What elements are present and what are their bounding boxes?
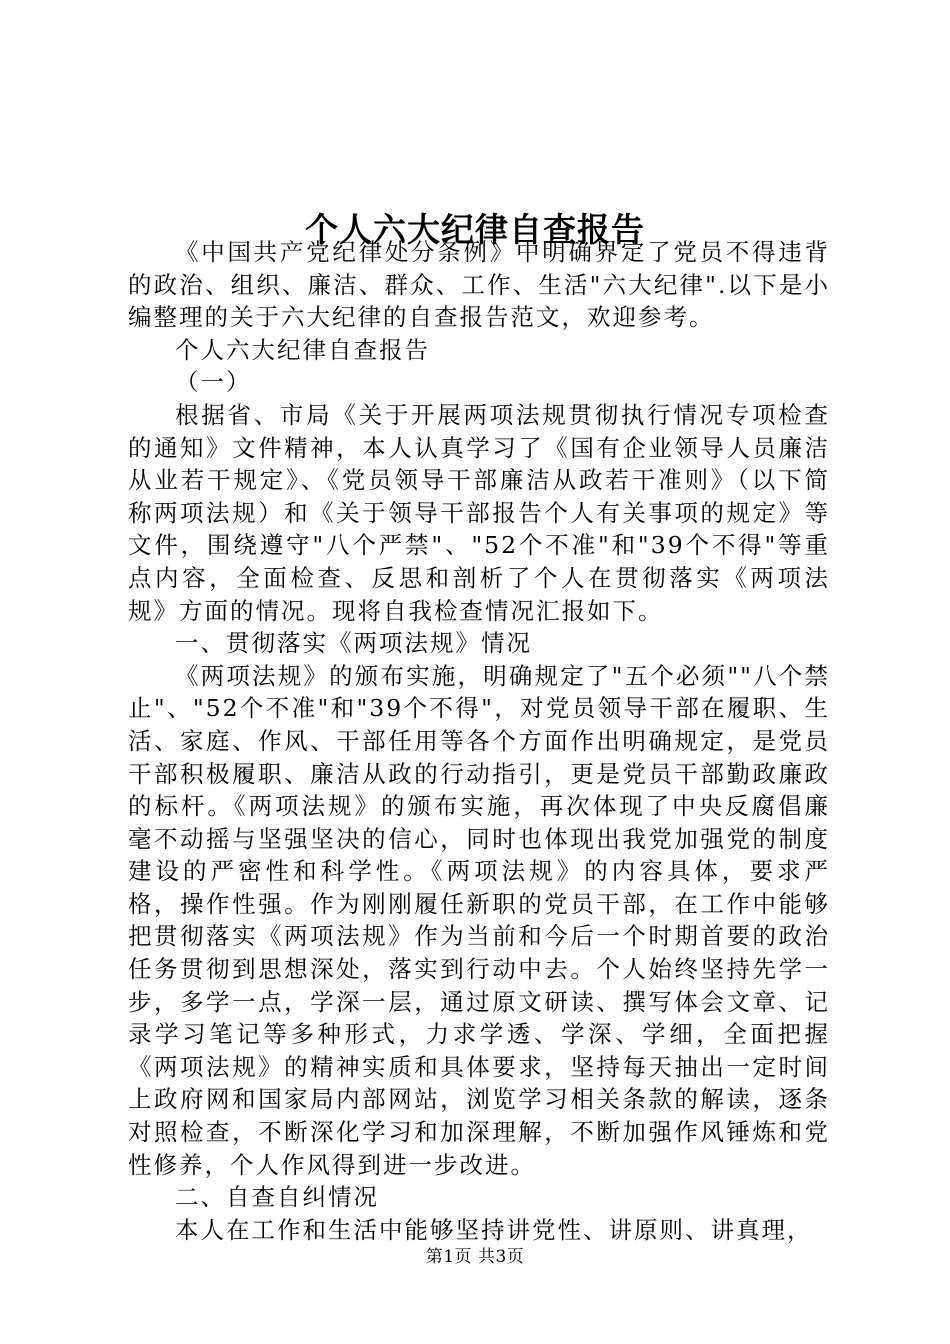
report-subtitle: 个人六大纪律自查报告	[175, 335, 430, 364]
section-heading-2: 二、自查自纠情况	[175, 1183, 379, 1212]
section-number: （一）	[175, 368, 252, 397]
section-heading-1: 一、贯彻落实《两项法规》情况	[175, 629, 532, 658]
section-1-paragraph: 《两项法规》的颁布实施，明确规定了"五个必须""八个禁止"、"52个不准"和"39个不得"，对党员领导干部在履职、生活、家庭、作风、干部任用等各个方面作出明确规定，是党员干部积极履职、廉洁从政的行动指引，更是党员干部勤政廉政的标杆。《两项法规》的颁布实施，再次体现了中央反腐倡廉毫不动摇与坚强坚决的信心，同时也体现出我党加强党的制度建设的严密性和科学性。《两项法规》的内容具体，要求严格，操作性强。作为刚刚履任新职的党员干部，在工作中能够把贯彻落实《两项法规》作为当前和今后一个时期首要的政治任务贯彻到思想深处，落实到行动中去。个人始终坚持先学一步，多学一点，学深一层，通过原文研读、撰写体会文章、记录学习笔记等多种形式，力求学透、学深、学细，全面把握《两项法规》的精神实质和具体要求，坚持每天抽出一定时间上政府网和国家局内部网站，浏览学习相关条款的解读，逐条对照检查，不断深化学习和加深理解，不断加强作风锤炼和党性修养，个人作风得到进一步改进。	[128, 661, 830, 1179]
document-title: 个人六大纪律自查报告	[305, 210, 645, 250]
document-body	[128, 236, 830, 1246]
intro-paragraph: 《中国共产党纪律处分条例》中明确界定了党员不得违背的政治、组织、廉洁、群众、工作、生活"六大纪律".以下是小编整理的关于六大纪律的自查报告范文，欢迎参考。	[128, 238, 830, 332]
background-paragraph: 根据省、市局《关于开展两项法规贯彻执行情况专项检查的通知》文件精神，本人认真学习了《国有企业领导人员廉洁从业若干规定》、《党员领导干部廉洁从政若干准则》（以下简称两项法规）和《关于领导干部报告个人有关事项的规定》等文件，围绕遵守"八个严禁"、"52个不准"和"39个不得"等重点内容，全面检查、反思和剖析了个人在贯彻落实《两项法规》方面的情况。现将自我检查情况汇报如下。	[128, 400, 830, 625]
section-2-paragraph: 本人在工作和生活中能够坚持讲党性、讲原则、讲真理，	[175, 1215, 813, 1244]
page-footer: 第1页 共3页	[425, 1247, 525, 1267]
